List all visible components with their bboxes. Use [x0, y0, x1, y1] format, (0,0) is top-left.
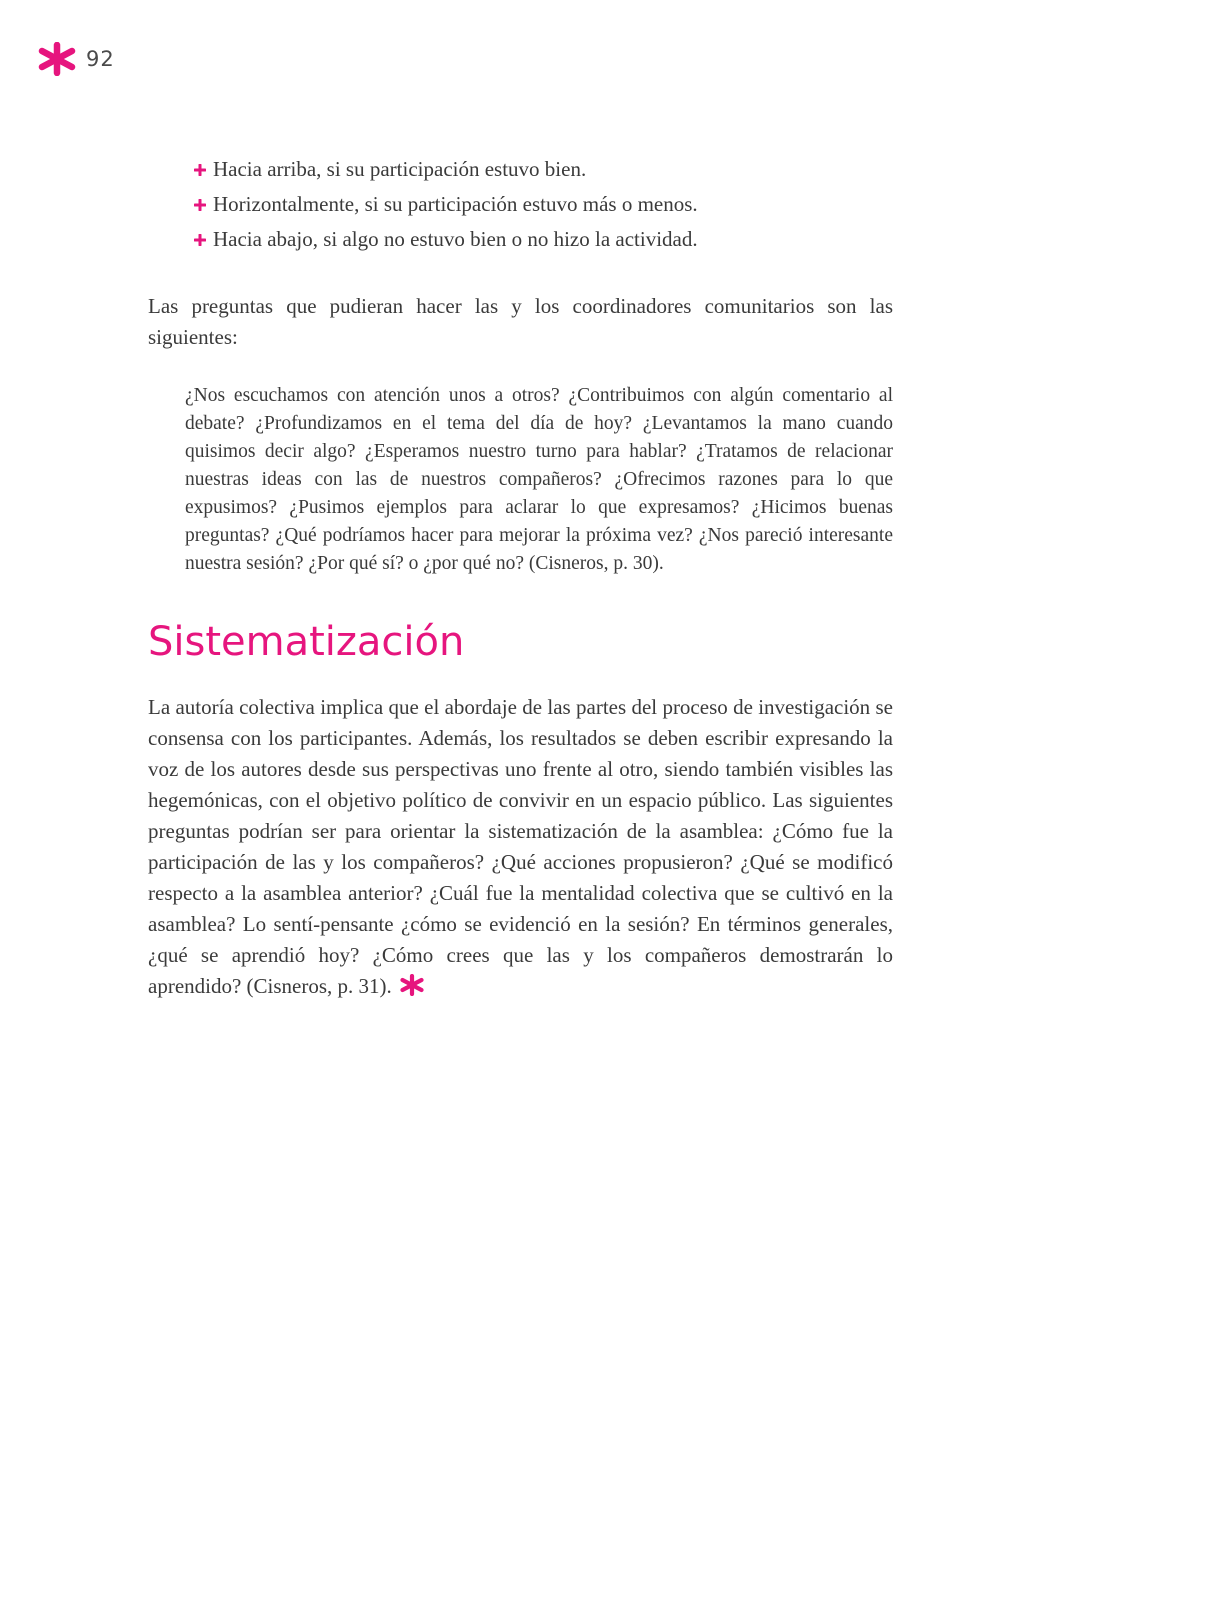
list-item-text: Hacia abajo, si algo no estuvo bien o no hizo la actividad. [213, 227, 698, 251]
list-item-text: Horizontalmente, si su participación estuvo más o menos. [213, 192, 698, 216]
asterisk-flower-icon [38, 42, 76, 76]
page-header [38, 42, 115, 76]
plus-bullet-icon [194, 222, 213, 257]
bullet-list [194, 152, 893, 257]
list-item [194, 222, 893, 257]
page-content [148, 152, 893, 1005]
section-body-text: La autoría colectiva implica que el abordaje de las partes del proceso de investigación se consensa con los participantes. Además, los resultados se deben escribir expresando la voz de los autores desde sus perspectivas uno frente al otro, siendo también visibles las hegemónicas, con el objetivo político de convivir en un espacio público. Las siguientes preguntas podrían ser para orientar la sistematización de la asamblea: ¿Cómo fue la participación de las y los compañeros? ¿Qué acciones propusieron? ¿Qué se modificó respecto a la asamblea anterior? ¿Cuál fue la mentalidad colectiva que se cultivó en la asamblea? Lo sentí-pensante ¿cómo se evidenció en la sesión? En términos generales, ¿qué se aprendió hoy? ¿Cómo crees que las y los compañeros demostrarán lo aprendido? (Cisneros, p. 31). [148, 695, 893, 998]
block-quote: ¿Nos escuchamos con atención unos a otros? ¿Contribuimos con algún comentario al debate? ¿Profundizamos en el tema del día de hoy? ¿Levantamos la mano cuando quisimos decir algo? ¿Esperamos nuestro turno para hablar? ¿Tratamos de relacionar nuestras ideas con las de nuestros compañeros? ¿Ofrecimos razones para lo que expusimos? ¿Pusimos ejemplos para aclarar lo que expresamos? ¿Hicimos buenas preguntas? ¿Qué podríamos hacer para mejorar la próxima vez? ¿Nos pareció interesante nuestra sesión? ¿Por qué sí? o ¿por qué no? (Cisneros, p. 30). [185, 385, 893, 574]
intro-paragraph: Las preguntas que pudieran hacer las y los coordinadores comunitarios son las siguientes: [148, 294, 893, 349]
plus-bullet-icon [194, 187, 213, 222]
section-body [148, 692, 893, 1005]
section-title: Sistematización [148, 619, 465, 665]
list-item [194, 152, 893, 187]
page-number: 92 [86, 47, 115, 71]
plus-bullet-icon [194, 152, 213, 187]
list-item-text: Hacia arriba, si su participación estuvo bien. [213, 157, 587, 181]
asterisk-flower-icon [400, 974, 424, 1005]
list-item [194, 187, 893, 222]
